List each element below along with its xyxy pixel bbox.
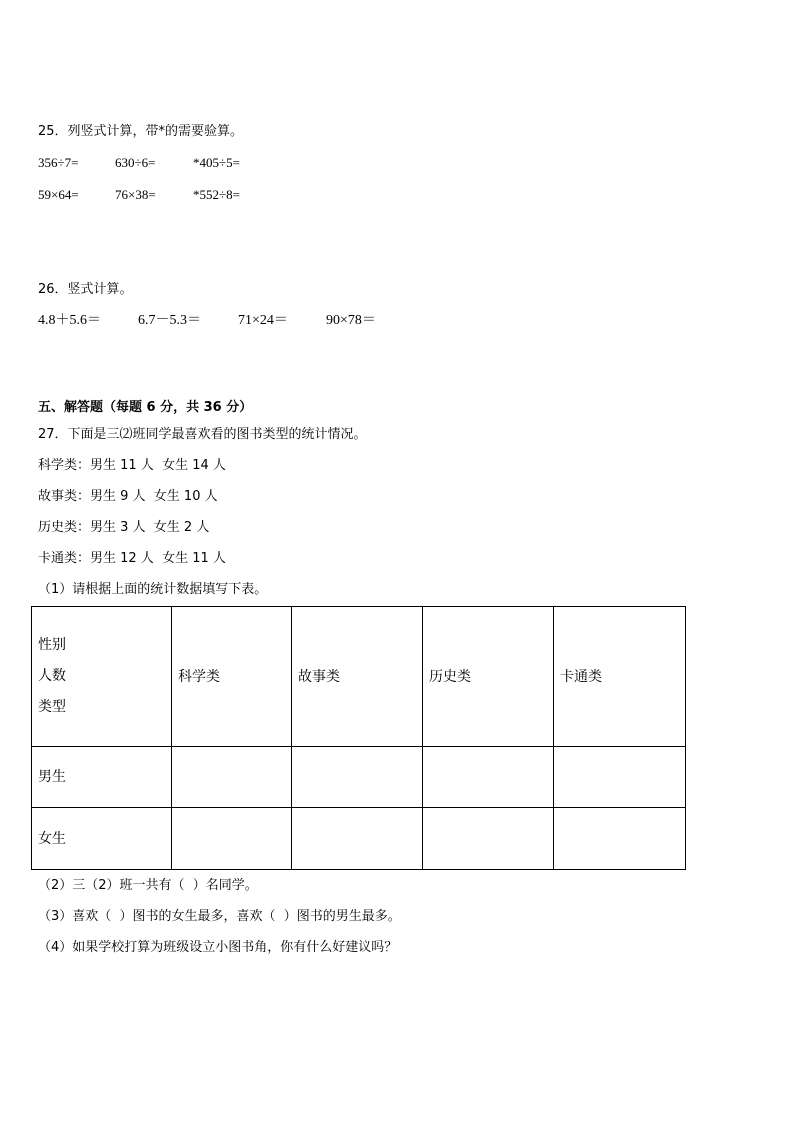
q26-expr-3: 71×24＝ <box>238 313 288 328</box>
q27-data-line-2: 故事类：男生 9 人 女生 10 人 <box>38 489 218 504</box>
answer-cell[interactable] <box>554 808 686 870</box>
q27-data-line-4: 卡通类：男生 12 人 女生 11 人 <box>38 551 226 566</box>
q25-expr-1-1: 356÷7= <box>38 155 79 170</box>
row-label-boys: 男生 <box>32 747 172 808</box>
answer-cell[interactable] <box>554 747 686 808</box>
q25-expr-2-3: *552÷8= <box>193 187 240 202</box>
answer-cell[interactable] <box>172 808 292 870</box>
row-label-girls: 女生 <box>32 808 172 870</box>
q27-part-2: （2）三（2）班一共有（ ）名同学。 <box>38 878 258 893</box>
table-corner-cell <box>32 607 172 747</box>
statistics-table <box>31 606 686 870</box>
q27-part-1: （1）请根据上面的统计数据填写下表。 <box>38 582 268 597</box>
column-header-science: 科学类 <box>172 607 292 747</box>
q26-expr-4: 90×78＝ <box>326 313 376 328</box>
column-header-history: 历史类 <box>423 607 554 747</box>
answer-cell[interactable] <box>423 808 554 870</box>
q27-intro: 27．下面是三⑵班同学最喜欢看的图书类型的统计情况。 <box>38 427 367 442</box>
corner-label-count: 人数 <box>38 668 66 684</box>
q27-part-4: （4）如果学校打算为班级设立小图书角，你有什么好建议吗？ <box>38 940 398 955</box>
answer-cell[interactable] <box>292 808 423 870</box>
answer-cell[interactable] <box>423 747 554 808</box>
column-header-cartoon: 卡通类 <box>554 607 686 747</box>
q26-title: 26．竖式计算。 <box>38 282 133 297</box>
q25-expr-2-1: 59×64= <box>38 187 79 202</box>
corner-label-type: 类型 <box>38 699 66 715</box>
section-heading: 五、解答题（每题 6 分，共 36 分） <box>38 400 253 415</box>
q27-data-line-1: 科学类：男生 11 人 女生 14 人 <box>38 458 226 473</box>
table-row-boys <box>32 747 686 808</box>
table-row-girls <box>32 808 686 870</box>
answer-cell[interactable] <box>172 747 292 808</box>
q27-part-3: （3）喜欢（ ）图书的女生最多，喜欢（ ）图书的男生最多。 <box>38 909 401 924</box>
column-header-story: 故事类 <box>292 607 423 747</box>
answer-cell[interactable] <box>292 747 423 808</box>
q25-title: 25．列竖式计算，带*的需要验算。 <box>38 124 244 139</box>
q25-expr-1-3: *405÷5= <box>193 155 240 170</box>
corner-label-gender: 性别 <box>38 637 66 653</box>
q25-expr-1-2: 630÷6= <box>115 155 156 170</box>
q27-data-line-3: 历史类：男生 3 人 女生 2 人 <box>38 520 210 535</box>
q26-expr-2: 6.7－5.3＝ <box>138 313 201 328</box>
q25-expr-2-2: 76×38= <box>115 187 156 202</box>
q26-expr-1: 4.8＋5.6＝ <box>38 313 101 328</box>
table-header-row <box>32 607 686 747</box>
